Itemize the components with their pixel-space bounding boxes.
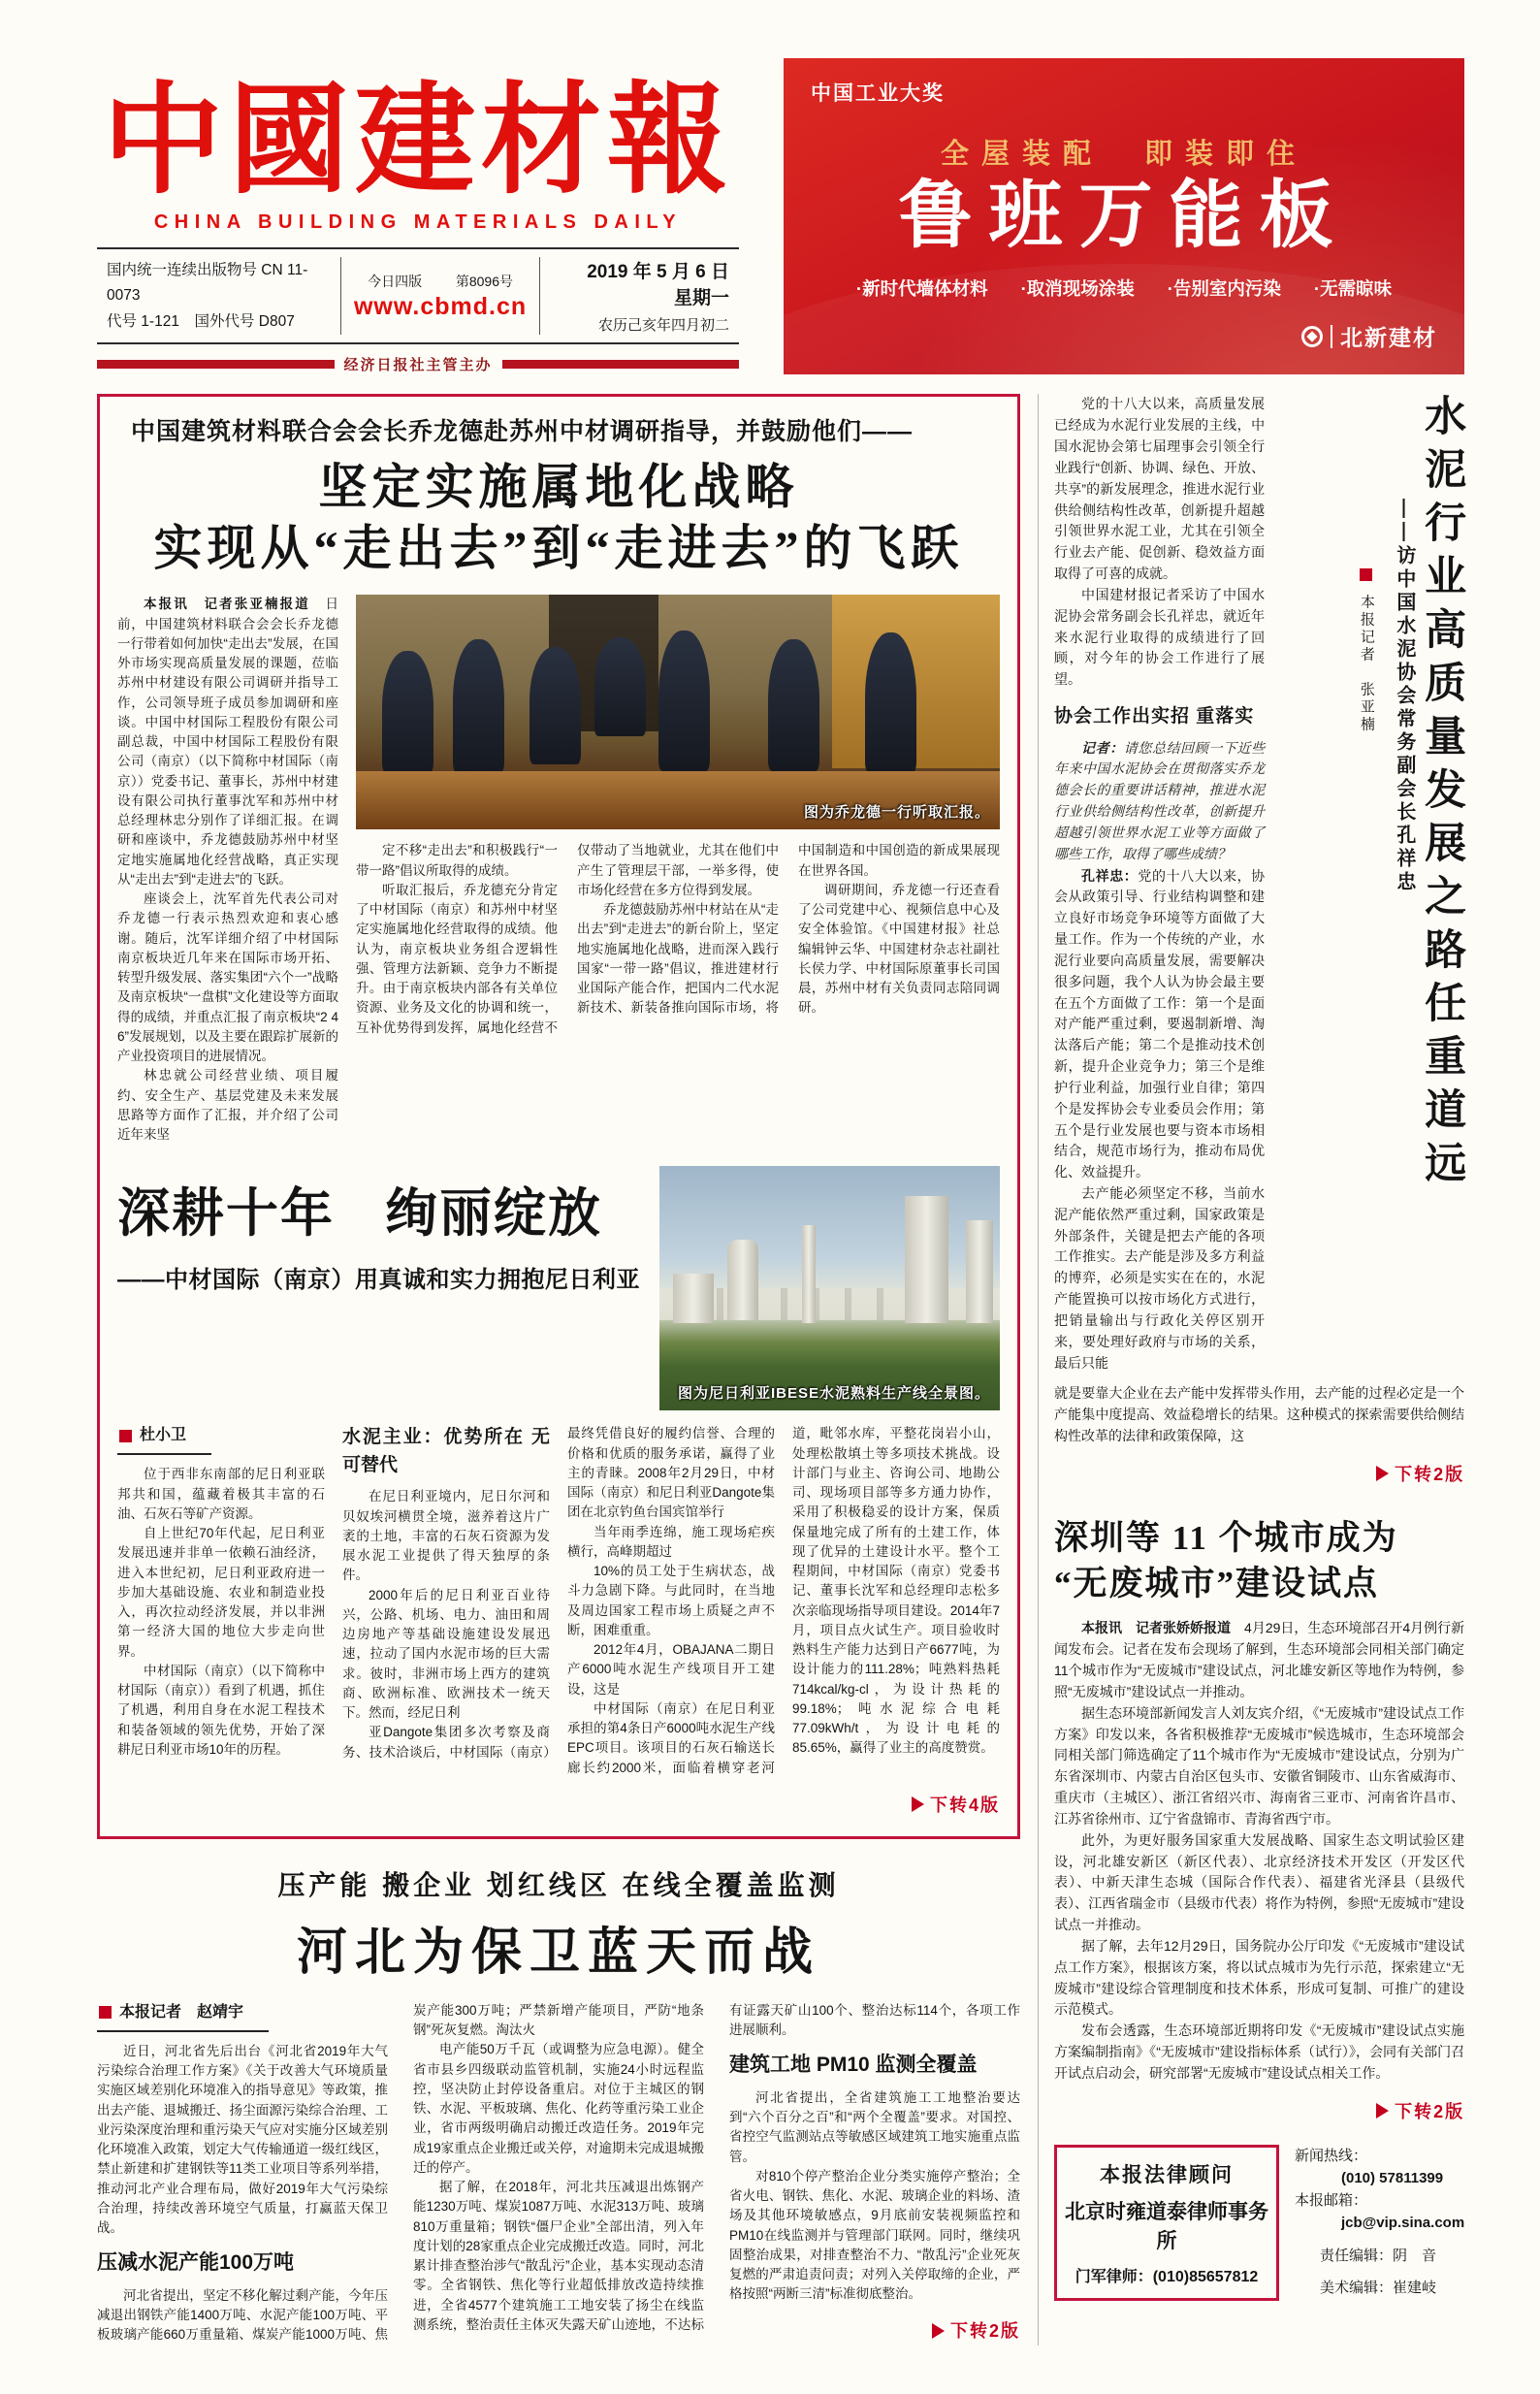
ad-bullet: ·无需晾味 (1313, 278, 1393, 300)
article-body-columns (117, 1424, 1000, 1778)
curtain (832, 595, 1000, 768)
red-bar (97, 360, 335, 369)
website-link[interactable]: www.cbmd.cn (353, 292, 528, 320)
article-body-columns (97, 2001, 1020, 2345)
issue-block (341, 255, 540, 337)
article-kicker: 中国建筑材料联合会会长乔龙德赴苏州中材调研指导，并鼓励他们—— (131, 418, 914, 446)
publication-info-bar (97, 247, 748, 344)
cement-silo (727, 1240, 758, 1320)
ad-tagline: 全屋装配 即装即住 (940, 139, 1307, 170)
header (97, 58, 1464, 374)
continued-on-page-2[interactable] (1054, 2098, 1464, 2123)
article-body-columns (356, 841, 1000, 1038)
article-hebei (97, 1864, 1020, 2345)
law-firm-name: 北京时雍道泰律师事务所 (1065, 2200, 1268, 2252)
paragraph: 当年雨季连绵，施工现场疟疾横行，高峰期超过 (567, 1524, 775, 1559)
vertical-headline: 水泥行业高质量发展之路任重道远 (1419, 394, 1465, 1195)
dateline-label: 本报讯 (1081, 1620, 1123, 1636)
paragraph-text: 4月29日，生态环境部召开4月例行新闻发布会。记者在发布会现场了解到，生态环境部会同相关部门确定11个城市作为“无废城市”建设试点，河北雄安新区等地作为特例，参照“无废城市”建设试点一并推动。 (1054, 1620, 1465, 1699)
continued-on-page-4[interactable] (117, 1792, 1000, 1817)
continuation-paragraph: 就是要靠大企业在去产能中发挥带头作用，去产能的过程必定是一个产能集中度提高、效益稳增长的结果。这种模式的探索需要供给侧结构性改革的法律和政策保障，这 (1054, 1385, 1465, 1444)
meeting-photo (356, 595, 1000, 829)
person-silhouette (865, 632, 916, 773)
hotline-label: 新闻热线： (1295, 2147, 1368, 2164)
ad-bullet-list (811, 275, 1437, 301)
newspaper-title-english: CHINA BUILDING MATERIALS DAILY (153, 211, 683, 234)
jump-label: 下转2版 (949, 2320, 1020, 2341)
article-cement-interview (1054, 394, 1464, 1486)
photo-caption: 图为乔龙德一行听取汇报。 (803, 804, 990, 822)
person-silhouette (658, 631, 710, 771)
section-subhead: 水泥主业：优势所在 无可替代 (342, 1427, 550, 1475)
ad-brand-name: 北新建材 (1340, 325, 1437, 351)
chimney-stack (802, 1225, 816, 1323)
byline-author: 本报记者 赵靖宇 (119, 2003, 244, 2021)
paragraph: 林忠就公司经营业绩、项目履约、安全生产、基层党建及未来发展思路等方面作了汇报，并介绍了公司近年来坚 (117, 1068, 338, 1143)
paragraph (117, 595, 338, 890)
continued-on-page-2[interactable] (1054, 1461, 1464, 1486)
hotline-number: (010) 57811399 (1341, 2169, 1444, 2186)
paragraph: 调研期间，乔龙德一行还查看了公司党建中心、视频信息中心及安全体验馆。《中国建材报》社总编辑钟云华、中国建材杂志社副社长侯力学、中材国际原董事长司国晨，苏州中材有关负责同志陪同调研。 (798, 882, 1000, 1016)
answer-label: 孔祥忠： (1081, 867, 1139, 884)
edition-label: 今日四版 (368, 273, 423, 289)
paragraph: 定不移“走出去”和积极践行“一带一路”倡议所取得的成绩。 (356, 843, 558, 878)
reporter-credit: 记者张亚楠报道 (188, 597, 326, 612)
ad-banner[interactable] (784, 58, 1464, 374)
headline-part-1: 深耕十年 (117, 1184, 335, 1244)
jump-arrow-icon (912, 1796, 924, 1812)
left-column-region (97, 394, 1020, 2345)
paragraph: 座谈会上，沈军首先代表公司对乔龙德一行表示热烈欢迎和衷心感谢。随后，沈军详细介绍了中材国际南京板块近几年来在国际市场开拓、转型升级发展、落实集团“六个一”战略及南京板块“一盘棋”文化建设等方面取得的成绩，并重点汇报了南京板块“2 4 6”发展规划，以及主要在跟踪扩展新的产业投资项目的进展情况。 (117, 891, 339, 1064)
jump-label: 下转2版 (1395, 2101, 1465, 2121)
ad-product-name: 鲁班万能板 (898, 175, 1350, 257)
paragraph: 据了解，去年12月29日，国务院办公厅印发《“无废城市”建设试点工作方案》，根据该方案，将以试点城市为先行示范，探索建立“无废城市”建设综合管理制度和技术体系，形成可复制、可推广的建设示范模式。 (1054, 1937, 1465, 2018)
ad-bullet: ·取消现场涂装 (1020, 278, 1135, 300)
article-headline-block (117, 1166, 646, 1294)
legal-advisor-title: 本报法律顾问 (1100, 2163, 1234, 2186)
paragraph: 2012年4月，OBAJANA二期日产6000吨水泥生产线项目开工建设，这是 (567, 1642, 775, 1697)
newspaper-title: 中國建材報 (102, 75, 733, 208)
paragraph (1054, 1618, 1464, 1702)
ad-bullet: ·新时代墙体材料 (855, 278, 988, 300)
answer-paragraph: 去产能必须坚定不移，当前水泥产能依然严重过剩，国家政策是外部条件，关键是把去产能的各项工作推实。去产能是涉及多方利益的博弈，必须是实实在在的，水泥产能置换可以按市场化方式进行，把销量输出与行政化关停区别开来，要处理好政府与市场的关系，最后只能 (1054, 1185, 1266, 1371)
postal-codes: 代号 1-121 国外代号 D807 (107, 312, 295, 330)
article-kicker: 压产能 搬企业 划红线区 在线全覆盖监测 (277, 1869, 840, 1900)
jump-label: 下转4版 (929, 1795, 1000, 1815)
article-headline: 河北为保卫蓝天而战 (296, 1925, 820, 1981)
paragraph: 发布会透露，生态环境部近期将印发《“无废城市”建设试点实施方案编制指南》《“无废城市”建设指标体系（试行）》，会同有关部门召开试点启动会，研究部署“无废城市”建设试点相关工作。 (1054, 2022, 1465, 2081)
vertical-byline (1357, 394, 1377, 1209)
paragraph: 自上世纪70年代起，尼日利亚发展迅速并非单一依赖石油经济，进入本世纪初，尼日利亚政府进一步加大基础设施、农业和制造业投入，再次拉动经济发展，并以非洲第一经济大国的地位大步走向世界。 (117, 1526, 325, 1659)
person-silhouette (382, 651, 433, 773)
issn-number: 国内统一连续出版物号 CN 11-0073 (107, 261, 308, 305)
article-photo-and-text (356, 595, 1000, 1145)
answer-paragraph (1054, 866, 1265, 1183)
plant-building (673, 1274, 714, 1322)
date-block (540, 255, 748, 337)
paragraph-text: 日前，中国建筑材料联合会会长乔龙德一行带着如何加快“走出去”发展，在国外市场实现高质量发展的课题，莅临苏州中材建设有限公司调研并指导工作，公司领导班子成员参加调研和座谈。中国中材国际工程股份有限公司副总裁，中国中材国际工程股份有限公司（南京）（以下简称中材国际（南京））党委书记、董事长，苏州中材建设有限公司执行董事沈军和苏州中材总经理林忠分别作了详细汇报。在调研和座谈中，乔龙德鼓励苏州中材坚定地实施属地化经营战略，真正实现从“走出去”到“走进去”的飞跃。 (117, 597, 338, 887)
headline-part-2: 绚丽绽放 (385, 1184, 602, 1244)
paragraph: 10%的员工处于生病状态，战斗力急剧下降。与此同时，在当地及周边国家工程市场上质疑之声不断，困难重重。 (567, 1564, 775, 1637)
paragraph: 据生态环境部新闻发言人刘友宾介绍，《“无废城市”建设试点工作方案》印发以来，各省积极推荐“无废城市”候选城市，生态环境部会同相关部门筛选确定了11个城市作为“无废城市”建设试点，分别为广东省深圳市、内蒙古自治区包头市、安徽省铜陵市、山东省威海市、重庆市（主城区）、浙江省绍兴市、海南省三亚市、河南省许昌市、江苏省徐州市、辽宁省盘锦市、青海省西宁市。 (1054, 1704, 1465, 1827)
article-headline (117, 457, 1000, 579)
paragraph: 近日，河北省先后出台《河北省2019年大气污染综合治理工作方案》《关于改善大气环境质量实施区域差别化环境准入的指导意见》等政策，推出去产能、退城搬迁、扬尘面源污染综合治理、工业污染深度治理和重污染天气应对实施分区域差别化环境准入政策，划定大气传输通道一级红线区，禁止新建和扩建钢铁等11类工业项目等系列举措，推动河北产业合理布局，做好2019年大气污染综合治理，持续改善环境空气质量，打赢蓝天保卫战。 (97, 2043, 388, 2236)
person-silhouette (453, 639, 504, 773)
organizer-bar (97, 354, 739, 374)
paragraph: 亚Dangote集团多次考察及商务、技术洽谈后，中材国际（南京）最终凭借良好的履约信誉、合理的价格和优质的服务承诺，赢得了业主的青睐。2008年2月29日，中材国际（南京）和尼日利亚Dangote集团在北京钓鱼台国宾馆举行 (342, 1426, 775, 1760)
article-subtitle: ——中材国际（南京）用真诚和实力拥抱尼日利亚 (117, 1267, 640, 1294)
dateline-label: 本报讯 (144, 597, 189, 612)
paragraph: 河北省提出，坚定不移化解过剩产能，今年压减退出钢铁产能1400万吨、水泥产能100万吨、平板玻璃产能660万重量箱、煤炭产能1000万吨、焦炭产能300万吨；严禁新增产能项目，严防“地条钢”死灰复燃。淘汰火 (97, 2002, 704, 2343)
paragraph: 党的十八大以来，高质量发展已经成为水泥行业发展的主线，中国水泥协会第七届理事会引领全行业践行“创新、协调、绿色、开放、共享”的新发展理念，推进水泥行业供给侧结构性改革，创新提升超越引领世界水泥工业，尤其在引领全行业去产能、促创新、稳效益方面取得了可喜的成就。 (1054, 396, 1266, 582)
cement-plant-photo (659, 1166, 1000, 1410)
email-label: 本报邮箱： (1295, 2192, 1368, 2210)
preheater-tower (966, 1220, 993, 1323)
preheater-tower (905, 1196, 949, 1323)
article-headline (117, 1172, 646, 1246)
footer-row (1054, 2145, 1464, 2301)
lead-story-box (97, 394, 1020, 1839)
paragraph: 河北省提出，全省建筑施工工地整治要达到“六个百分之百”和“两个全覆盖”要求。对国控、省控空气监测站点等敏感区域建筑工地实施重点监管。 (729, 2089, 1020, 2164)
headline-line-1: 坚定实施属地化战略 (318, 460, 799, 515)
interview-body-column (1054, 394, 1265, 1374)
paragraph: 中材国际（南京）（以下简称中材国际（南京））看到了机遇，抓住了机遇，利用自身在水泥工程技术和装备领域的领先优势，开始了深耕尼日利亚市场10年的历程。 (117, 1663, 325, 1757)
byline (117, 1424, 211, 1455)
paragraph: 位于西非东南部的尼日利亚联邦共和国，蕴藏着极其丰富的石油、石灰石等矿产资源。 (117, 1467, 325, 1521)
art-editor: 美术编辑：崔建岐 (1320, 2279, 1437, 2296)
byline-square-icon (119, 1430, 132, 1442)
jump-arrow-icon (1376, 1466, 1389, 1481)
email-address[interactable]: jcb@vip.sina.com (1341, 2215, 1465, 2232)
jump-label: 下转2版 (1395, 1464, 1465, 1484)
paragraph: 此外，为更好服务国家重大发展战略、国家生态文明试验区建设，河北雄安新区（新区代表）、北京经济技术开发区（开发区代表）、中新天津生态城（国际合作代表）、福建省光泽县（县级代表）、江西省瑞金市（县级市代表）将作为特例，参照“无废城市”建设试点一并推动。 (1054, 1831, 1465, 1933)
divider (1331, 325, 1332, 348)
question-text: 请您总结回顾一下近些年来中国水泥协会在贯彻落实乔龙德会长的重要讲话精神，推进水泥行业供给侧结构性改革，创新提升超越引领世界水泥工业等方面做了哪些工作，取得了哪些成绩？ (1054, 741, 1266, 862)
paragraph: 在尼日利亚境内，尼日尔河和贝奴埃河横贯全境，滋养着这片广袤的土地，丰富的石灰石资源为发展水泥工业提供了得天独厚的条件。 (342, 1489, 550, 1583)
article-nigeria (117, 1166, 1000, 1817)
award-label: 中国工业大奖 (811, 82, 945, 105)
headline-line-1: 深圳等 11 个城市成为 (1054, 1518, 1398, 1557)
byline-author: 本报记者 张亚楠 (1358, 594, 1375, 734)
section-subhead: 协会工作出实招 重落实 (1054, 705, 1255, 727)
paragraph: 中国建材报记者采访了中国水泥协会常务副会长孔祥忠，就近年来水泥行业取得的成绩进行了回顾，对今年的协会工作进行了展望。 (1054, 586, 1266, 688)
reporter-credit: 记者张娇娇报道 (1122, 1620, 1245, 1636)
article-body (1054, 1618, 1464, 2084)
issn-block (97, 255, 340, 337)
masthead-block (97, 58, 748, 374)
ad-brand-block (811, 320, 1437, 352)
byline (97, 2001, 269, 2032)
lawyer-phone: 门军律师：(010)85657812 (1075, 2268, 1259, 2285)
red-bar (502, 360, 740, 369)
photo-caption: 图为尼日利亚IBESE水泥熟料生产线全景图。 (677, 1385, 990, 1403)
paragraph: 电产能50万千瓦（或调整为应急电源）。健全省市县乡四级联动监管机制，实施24小时远程监控，坚决防止封停设备重启。对位于主城区的钢铁、水泥、平板玻璃、焦化、化药等重污染工业企业，省市两级明确启动搬迁改造任务。2019年完成19家重点企业搬迁或关停，对逾期未完成退城搬迁的停产。 (413, 2042, 704, 2175)
jump-arrow-icon (932, 2323, 945, 2339)
jump-arrow-icon (1376, 2103, 1389, 2119)
bnbm-logo-icon (1301, 326, 1323, 347)
person-silhouette (594, 637, 646, 736)
byline-square-icon (99, 2006, 112, 2019)
section-subhead: 压减水泥产能100万吨 (97, 2251, 295, 2275)
lunar-date: 农历己亥年四月初二 (597, 317, 729, 335)
paragraph: 对810个停产整治企业分类实施停产整治；全省火电、钢铁、焦化、水泥、玻璃企业的料场、渣场及其他环境敏感点，9月底前安装视频监控和PM10在线监测并与管理部门联网。同时，继续巩固整治成果，对排查整治不力、“散乱污”企业死灰复燃的严肃追责问责；对列入关停取缔的企业，严格按照“两断三清”标准彻底整治。 (729, 2168, 1020, 2302)
publication-date: 2019 年 5 月 6 日 星期一 (587, 262, 748, 309)
byline-square-icon (1360, 568, 1372, 581)
article-body-column-1 (117, 595, 338, 1145)
answer-text: 党的十八大以来，协会从政策引导、行业结构调整和建立良好市场竞争环境等方面做了大量工作。作为一个传统的产业，水泥行业要向高质量发展，需要解决很多问题，我个人认为协会最主要在五个方面做了工作：第一个是面对产能严重过剩，要遏制新增、淘汰落后产能；第二个是推动技术创新，提升企业竞争力；第三个是维护行业利益，加强行业自律；第四个是发挥协会专业委员会作用；第五个是行业发展也要与资本市场相结合，规范市场行为，推动布局优化、效益提升。 (1054, 867, 1266, 1181)
question-paragraph (1054, 739, 1265, 866)
contact-info (1295, 2145, 1464, 2300)
person-silhouette (529, 647, 581, 764)
responsible-editor: 责任编辑：阴 音 (1320, 2247, 1437, 2264)
question-label: 记者： (1081, 741, 1124, 757)
organizer-label: 经济日报社主管主办 (343, 357, 493, 374)
headline-line-2: “无废城市”建设试点 (1054, 1565, 1380, 1603)
person-silhouette (768, 639, 819, 771)
right-column-region (1038, 394, 1464, 2345)
issue-number: 第8096号 (455, 273, 513, 289)
paragraph: 听取汇报后，乔龙德充分肯定了中材国际（南京）和苏州中材坚定实施属地化经营取得的成绩。他认为，南京板块业务组合逻辑性强、管理方法新颖、竞争力不断提升。由于南京板块内部各有关单位资源、业务及文化的协调和统一，互补优势得到发挥，属地化经营不仅带动了当地就业，尤其在他们中产生了管理层干部，一举多得，使市场化经营在多方位得到发展。 (356, 843, 779, 1035)
paragraph: 中材国际（南京）在尼日利亚承担的第4条日产6000吨水泥生产线EPC项目。该项目的石灰石输送长廊长约2000米，面临着横穿老河道，毗邻水库，平整花岗岩小山，处理松散填土等多项技术挑战。设计部门与业主、咨询公司、地勘公司、现场项目部等多方通力协作，采用了积极稳妥的设计方案，保质保量地完成了所有的土建工作，体现了优异的土建设计水平。整个工程期间，中材国际（南京）党委书记、董事长沈军和总经理印志松多次亲临现场指导项目建设。2014年7月，项目点火试生产。项目验收时熟料生产能力达到日产6677吨，为设计能力的111.28%；吨熟料热耗714kcal/kg-cl，为设计热耗的99.18%；吨水泥综合电耗77.09kWh/t，为设计电耗的85.65%，赢得了业主的高度赞赏。 (567, 1426, 1000, 1775)
article-waste-free-cities (1054, 1515, 1464, 2123)
legal-advisor-box (1054, 2145, 1279, 2301)
content (97, 394, 1464, 2345)
headline-line-2: 实现从“走出去”到“走进去”的飞跃 (153, 521, 964, 576)
article-suzhou-sinoma (117, 412, 1000, 1145)
section-subhead: 建筑工地 PM10 监测全覆盖 (729, 2054, 978, 2077)
byline-author: 杜小卫 (140, 1427, 187, 1444)
article-headline (1054, 1515, 1464, 1607)
vertical-subtitle: ——访中国水泥协会常务副会长孔祥忠 (1393, 499, 1415, 895)
continued-on-page-2[interactable] (729, 2318, 1020, 2345)
vertical-headline-block (1274, 394, 1464, 1209)
ad-bullet: ·告别室内污染 (1167, 278, 1281, 300)
paragraph: 2000年后的尼日利亚百业待兴，公路、机场、电力、油田和周边房地产等基础设施建设发展迅速，拉动了国内水泥市场的巨大需求。彼时，非洲市场上西方的建筑商、欧洲标准、欧洲技术一统天下。然而，经尼日利 (342, 1587, 550, 1721)
paragraph: 乔龙德鼓励苏州中材站在从“走出去”到“走进去”的新台阶上，坚定地实施属地化战略，进而深入践行国家“一带一路”倡议，推进建材行业国际产能合作，把国内二代水泥新技术、新装备推向国际市场，将中国制造和中国创造的新成果展现在世界各国。 (577, 843, 1000, 1016)
paragraph: 据了解，在2018年，河北共压减退出炼钢产能1230万吨、煤炭1087万吨、水泥313万吨、玻璃810万重量箱；钢铁“僵尸企业”全部出清，列入年度计划的28家重点企业完成搬迁改造。同时，河北累计排查整治涉气“散乱污”企业，基本实现动态清零。全省钢铁、焦化等行业超低排放改造持续推进，全省4577个建筑施工工地安装了扬尘在线监测系统，整治责任主体灭失露天矿山迹地，不达标有证露天矿山100个、整治达标114个，各项工作进展顺利。 (413, 2002, 1020, 2332)
